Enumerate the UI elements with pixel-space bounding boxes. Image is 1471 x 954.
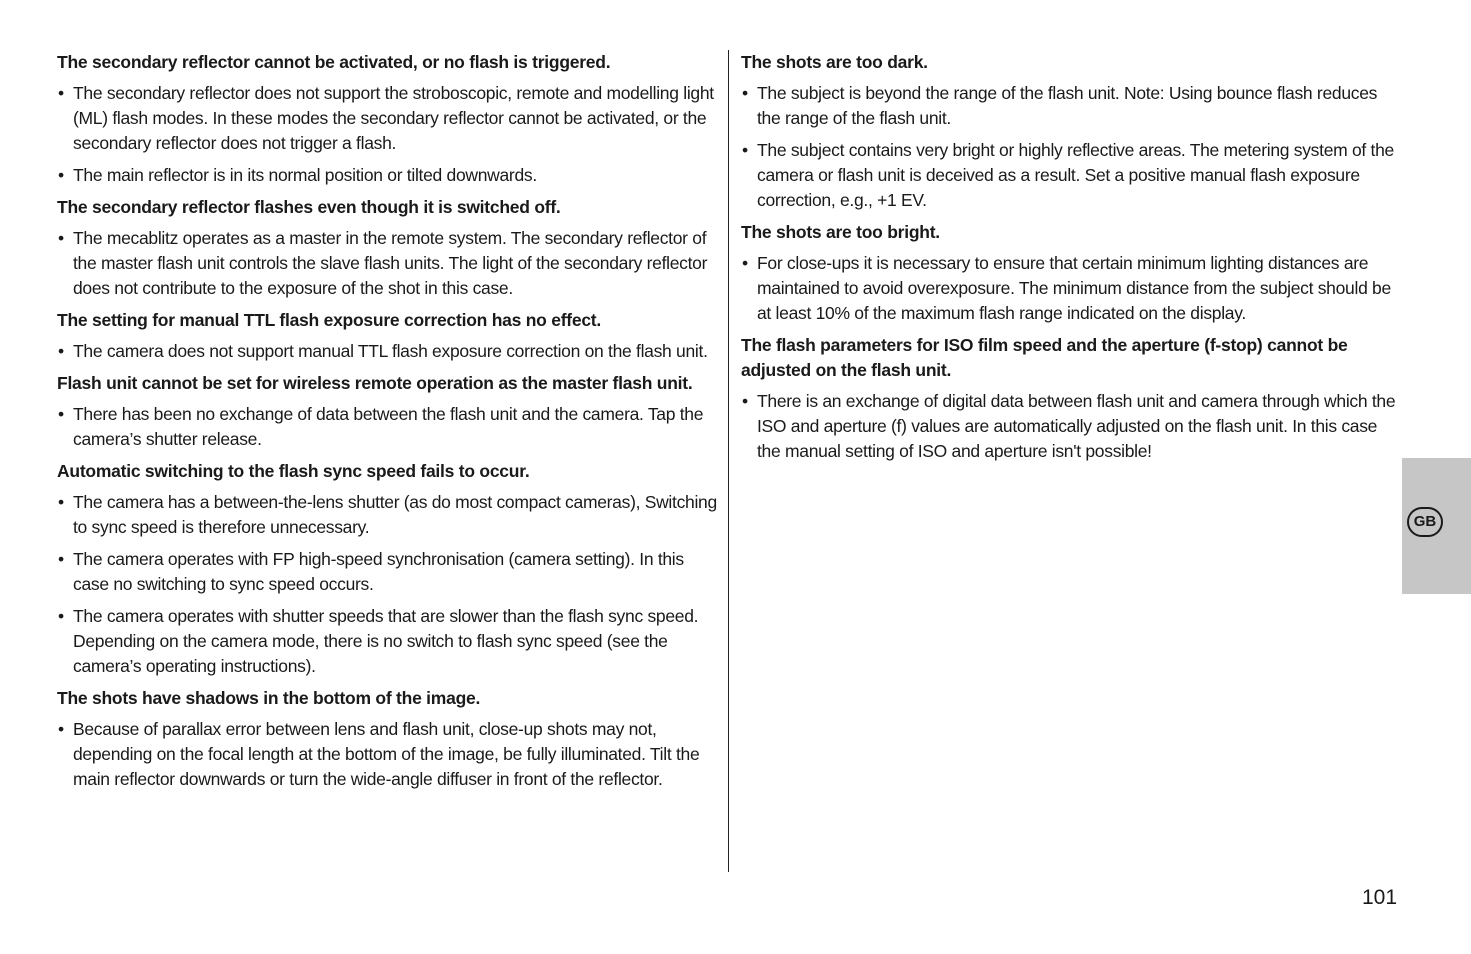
section-heading: The setting for manual TTL flash exposure correction has no effect. <box>57 310 602 330</box>
bullet-list <box>57 339 717 364</box>
page-number: 101 <box>1362 886 1398 909</box>
section-heading: The shots are too dark. <box>741 52 928 72</box>
bullet-item: • The camera operates with FP high-speed synchronisation (camera setting). In this case no switching to sync speed occurs. <box>57 547 717 597</box>
section-heading: The shots have shadows in the bottom of the image. <box>57 688 481 708</box>
bullet-list <box>57 226 717 301</box>
section-heading: Automatic switching to the flash sync speed fails to occur. <box>57 461 530 481</box>
section <box>57 459 717 679</box>
bullet-list <box>741 81 1399 213</box>
bullet-item: • The camera has a between-the-lens shutter (as do most compact cameras), Switching to sync speed is therefore unnecessary. <box>57 490 717 540</box>
bullet-item: • There is an exchange of digital data between flash unit and camera through which the ISO and aperture (f) values are automatically adjusted on the flash unit. In this case the manual setting of ISO and aperture isn't possible! <box>741 389 1399 464</box>
bullet-item: • The subject contains very bright or highly reflective areas. The metering system of the camera or flash unit is deceived as a result. Set a positive manual flash exposure correction, e.g., +1 EV. <box>741 138 1399 213</box>
section <box>57 371 717 452</box>
section <box>741 50 1399 213</box>
bullet-item: • The camera does not support manual TTL flash exposure correction on the flash unit. <box>57 339 717 364</box>
bullet-list <box>57 402 717 452</box>
section <box>741 220 1399 326</box>
section-heading: Flash unit cannot be set for wireless remote operation as the master flash unit. <box>57 373 693 393</box>
bullet-item: • The camera operates with shutter speeds that are slower than the flash sync speed. Depending on the camera mode, there is no switch to flash sync speed (see the camera’s operating instructions). <box>57 604 717 679</box>
section-heading: The shots are too bright. <box>741 222 940 242</box>
bullet-item: • Because of parallax error between lens and flash unit, close-up shots may not, depending on the focal length at the bottom of the image, be fully illuminated. Tilt the main reflector downwards or turn the wide-angle diffuser in front of the reflector. <box>57 717 717 792</box>
right-column <box>741 50 1399 471</box>
language-tab <box>1402 458 1471 594</box>
section <box>57 50 717 188</box>
language-badge: GB <box>1407 507 1443 537</box>
bullet-item: • The secondary reflector does not support the stroboscopic, remote and modelling light (ML) flash modes. In these modes the secondary reflector cannot be activated, or the secondary reflector does not trigger a flash. <box>57 81 717 156</box>
bullet-item: • The main reflector is in its normal position or tilted downwards. <box>57 163 717 188</box>
left-column <box>57 50 717 799</box>
bullet-list <box>741 389 1399 464</box>
bullet-list <box>741 251 1399 326</box>
section <box>57 308 717 364</box>
section-heading: The flash parameters for ISO film speed and the aperture (f-stop) cannot be adjusted on the flash unit. <box>741 335 1348 380</box>
column-divider <box>728 50 729 872</box>
bullet-list <box>57 490 717 679</box>
bullet-item: • The subject is beyond the range of the flash unit. Note: Using bounce flash reduces the range of the flash unit. <box>741 81 1399 131</box>
section-heading: The secondary reflector cannot be activated, or no flash is triggered. <box>57 52 611 72</box>
section-heading: The secondary reflector flashes even though it is switched off. <box>57 197 561 217</box>
section <box>57 195 717 301</box>
bullet-item: • There has been no exchange of data between the flash unit and the camera. Tap the camera’s shutter release. <box>57 402 717 452</box>
bullet-item: • For close-ups it is necessary to ensure that certain minimum lighting distances are maintained to avoid overexposure. The minimum distance from the subject should be at least 10% of the maximum flash range indicated on the display. <box>741 251 1399 326</box>
section <box>741 333 1399 464</box>
section <box>57 686 717 792</box>
bullet-item: • The mecablitz operates as a master in the remote system. The secondary reflector of the master flash unit controls the slave flash units. The light of the secondary reflector does not contribute to the exposure of the shot in this case. <box>57 226 717 301</box>
bullet-list <box>57 717 717 792</box>
bullet-list <box>57 81 717 188</box>
